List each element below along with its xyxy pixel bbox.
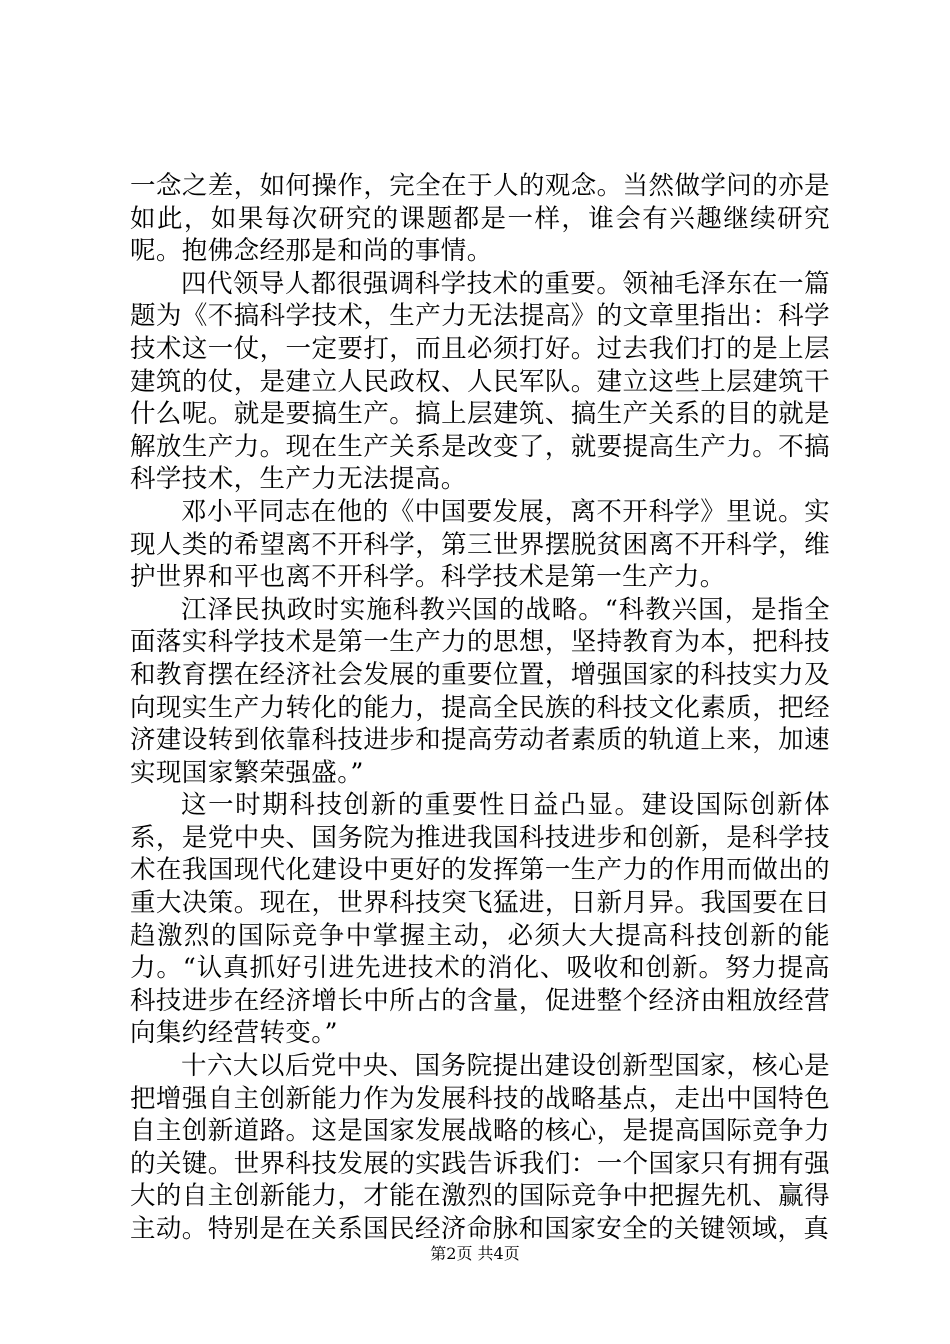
paragraph-jiang-zemin: 江泽民执政时实施科教兴国的战略。“科教兴国，是指全面落实科学技术是第一生产力的思想，坚持教育为本，把科技和教育摆在经济社会发展的重要位置，增强国家的科技实力及向现实生产力转化的能力，提高全民族的科技文化素质，把经济建设转到依靠科技进步和提高劳动者素质的轨道上来，加速实现国家繁荣强盛。” xyxy=(130,594,830,788)
document-body xyxy=(130,170,830,1246)
paragraph-tech-innovation: 这一时期科技创新的重要性日益凸显。建设国际创新体系，是党中央、国务院为推进我国科技进步和创新，是科学技术在我国现代化建设中更好的发挥第一生产力的作用而做出的重大决策。现在，世界科技突飞猛进，日新月异。我国要在日趋激烈的国际竞争中掌握主动，必须大大提高科技创新的能力。“认真抓好引进先进技术的消化、吸收和创新。努力提高科技进步在经济增长中所占的含量，促进整个经济由粗放经营向集约经营转变。” xyxy=(130,790,830,1049)
page-footer: 第2页 共4页 xyxy=(430,1244,520,1263)
paragraph-continued: 一念之差，如何操作，完全在于人的观念。当然做学问的亦是如此，如果每次研究的课题都是一样，谁会有兴趣继续研究呢。抱佛念经那是和尚的事情。 xyxy=(130,171,830,267)
paragraph-deng-xiaoping: 邓小平同志在他的《中国要发展，离不开科学》里说。实现人类的希望离不开科学，第三世界摆脱贫困离不开科学，维护世界和平也离不开科学。科学技术是第一生产力。 xyxy=(130,496,830,593)
paragraph-innovative-country: 十六大以后党中央、国务院提出建设创新型国家，核心是把增强自主创新能力作为发展科技的战略基点，走出中国特色自主创新道路。这是国家发展战略的核心，是提高国际竞争力的关键。世界科技发展的实践告诉我们：一个国家只有拥有强大的自主创新能力，才能在激烈的国际竞争中把握先机、赢得主动。特别是在关系国民经济命脉和国家安全的关键领域，真 xyxy=(130,1051,830,1244)
paragraph-four-leaders: 四代领导人都很强调科学技术的重要。领袖毛泽东在一篇题为《不搞科学技术，生产力无法提高》的文章里指出：科学技术这一仗，一定要打，而且必须打好。过去我们打的是上层建筑的仗，是建立人民政权、人民军队。建立这些上层建筑干什么呢。就是要搞生产。搞上层建筑、搞生产关系的目的就是解放生产力。现在生产关系是改变了，就要提高生产力。不搞科学技术，生产力无法提高。 xyxy=(130,268,830,495)
